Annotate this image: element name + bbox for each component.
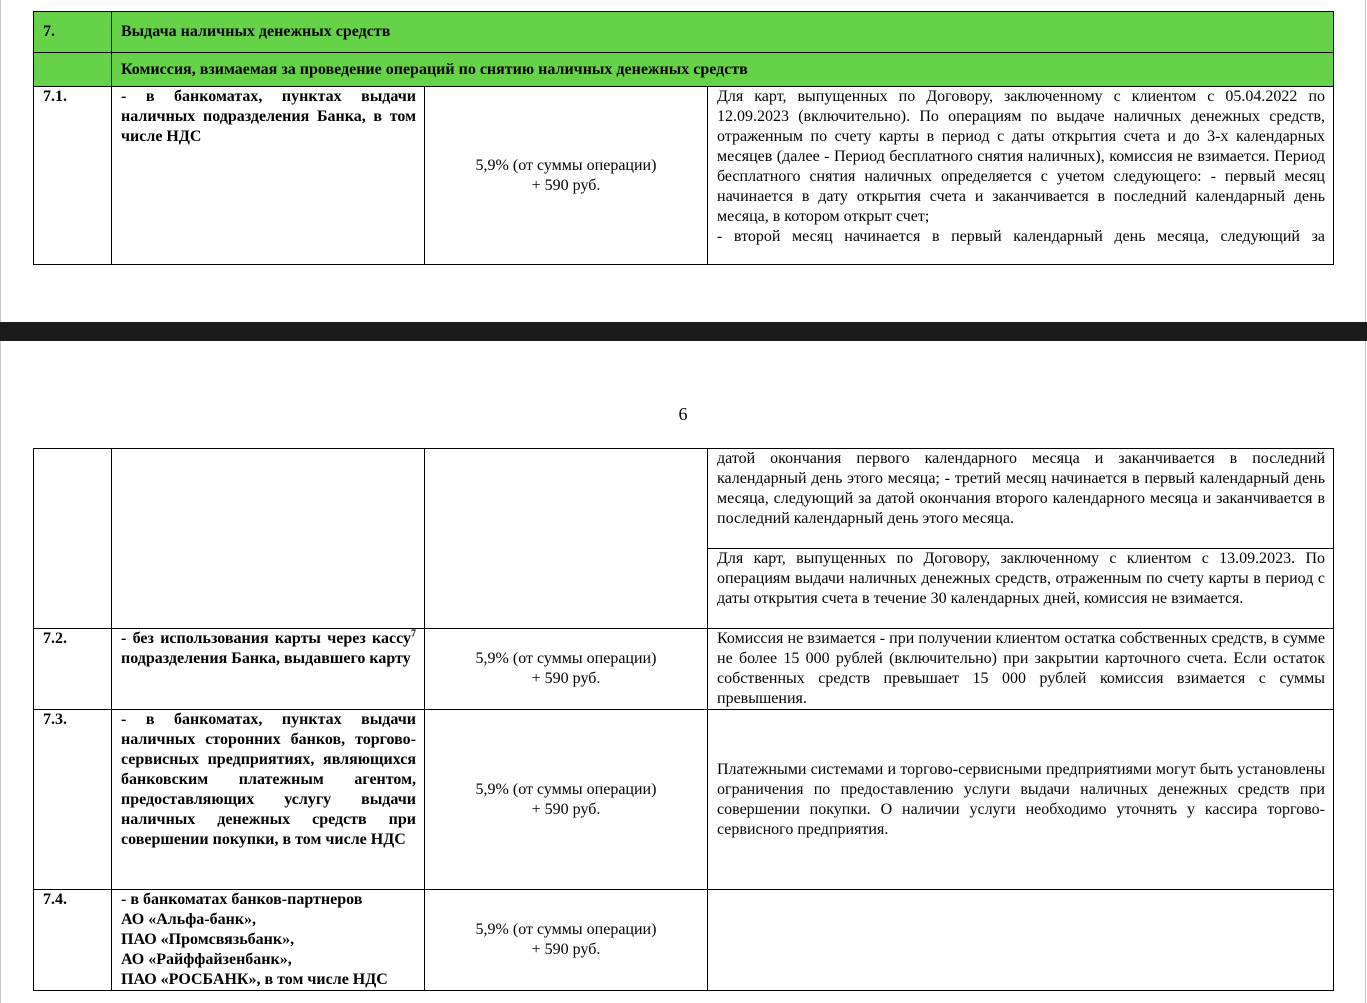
description-line: АО «Райффайзенбанк», xyxy=(121,951,292,968)
row-description xyxy=(112,629,425,710)
section-subtitle: Комиссия, взимаемая за проведение операций по снятию наличных денежных средств xyxy=(112,53,1334,87)
rate-percent: 5,9% (от суммы операции) xyxy=(475,650,657,667)
description-line: ПАО «Промсвязьбанк», xyxy=(121,931,295,948)
footnote-ref: 7 xyxy=(411,628,416,640)
section-title: Выдача наличных денежных средств xyxy=(112,12,1334,53)
table-row xyxy=(34,87,1334,265)
row-number: 7.4. xyxy=(34,890,112,991)
note-text-cut: - второй месяц начинается в первый календарный день месяца, следующий за xyxy=(717,228,1325,245)
subheader-empty-cell xyxy=(34,53,112,87)
table-row xyxy=(34,449,1334,549)
row-note-continued: датой окончания первого календарного месяца и заканчивается в последний календарный день этого месяца; - третий месяц начинается в первый календарный день месяца, следующий за датой окончания второго календарного месяца и заканчивается в последний календарный день этого месяца. xyxy=(708,449,1334,549)
section-header-row xyxy=(34,12,1334,53)
description-line: ПАО «РОСБАНК», в том числе НДС xyxy=(121,971,388,988)
description-line: - в банкоматах банков-партнеров xyxy=(121,891,363,908)
empty-cell xyxy=(34,449,112,629)
rate-fixed: + 590 руб. xyxy=(531,800,601,818)
rate-percent: 5,9% (от суммы операции) xyxy=(475,156,657,174)
commission-rate xyxy=(425,87,708,265)
rate-fixed: + 590 руб. xyxy=(531,176,601,194)
note-text: Для карт, выпущенных по Договору, заключенному с клиентом с 05.04.2022 по 12.09.2023 (включительно). По операциям по выдаче наличных денежных средств, отраженным по счету карты в период с даты открытия счета и до 3-х календарных месяцев (далее - Период бесплатного снятия наличных), комиссия не взимается. Период бесплатного снятия наличных определяется с учетом следующего: - первый месяц начинается в дату открытия счета и заканчивается в последний календарный день месяца, в котором открыт счет; xyxy=(717,88,1325,225)
tariff-table-bottom xyxy=(33,448,1334,991)
table-row xyxy=(34,890,1334,991)
rate-percent: 5,9% (от суммы операции) xyxy=(475,780,657,798)
row-number: 7.3. xyxy=(34,710,112,890)
commission-rate xyxy=(425,629,708,710)
empty-cell xyxy=(112,449,425,629)
table-row xyxy=(34,710,1334,890)
row-note xyxy=(708,87,1334,265)
row-description: - в банкоматах, пунктах выдачи наличных сторонних банков, торгово-сервисных предприятиях, являющихся банковским платежным агентом, предоставляющих услугу выдачи наличных денежных средств при совершении покупки, в том числе НДС xyxy=(112,710,425,890)
description-line: АО «Альфа-банк», xyxy=(121,911,257,928)
row-note-2023: Для карт, выпущенных по Договору, заключенному с клиентом с 13.09.2023. По операциям выдачи наличных денежных средств, отраженным по счету карты в период с даты открытия счета в течение 30 календарных дней, комиссия не взимается. xyxy=(708,549,1334,629)
table-row xyxy=(34,629,1334,710)
row-description: - в банкоматах, пунктах выдачи наличных подразделения Банка, в том числе НДС xyxy=(112,87,425,265)
page-number: 6 xyxy=(678,404,688,424)
row-note: Комиссия не взимается - при получении клиентом остатка собственных средств, в сумме не более 15 000 рублей (включительно) при закрытии карточного счета. Если остаток собственных средств превышает 15 000 рублей комиссия взимается с суммы превышения. xyxy=(708,629,1334,710)
commission-rate xyxy=(425,710,708,890)
page-separator xyxy=(0,322,1367,341)
section-subheader-row xyxy=(34,53,1334,87)
section-number: 7. xyxy=(34,12,112,53)
rate-fixed: + 590 руб. xyxy=(531,670,601,687)
rate-fixed: + 590 руб. xyxy=(531,941,601,958)
commission-rate xyxy=(425,890,708,991)
row-note: Платежными системами и торгово-сервисными предприятиями могут быть установлены ограничения по предоставлению услуги выдачи наличных денежных средств при совершении покупки. О наличии услуги необходимо уточнять у кассира торгово-сервисного предприятия. xyxy=(708,710,1334,890)
rate-percent: 5,9% (от суммы операции) xyxy=(475,921,657,938)
row-description xyxy=(112,890,425,991)
tariff-table-top xyxy=(33,11,1334,265)
empty-cell xyxy=(425,449,708,629)
description-text: подразделения Банка, выдавшего карту xyxy=(121,650,411,667)
row-number: 7.1. xyxy=(34,87,112,265)
description-text: - без использования карты через кассу xyxy=(121,630,411,647)
row-note-empty xyxy=(708,890,1334,991)
row-number: 7.2. xyxy=(34,629,112,710)
